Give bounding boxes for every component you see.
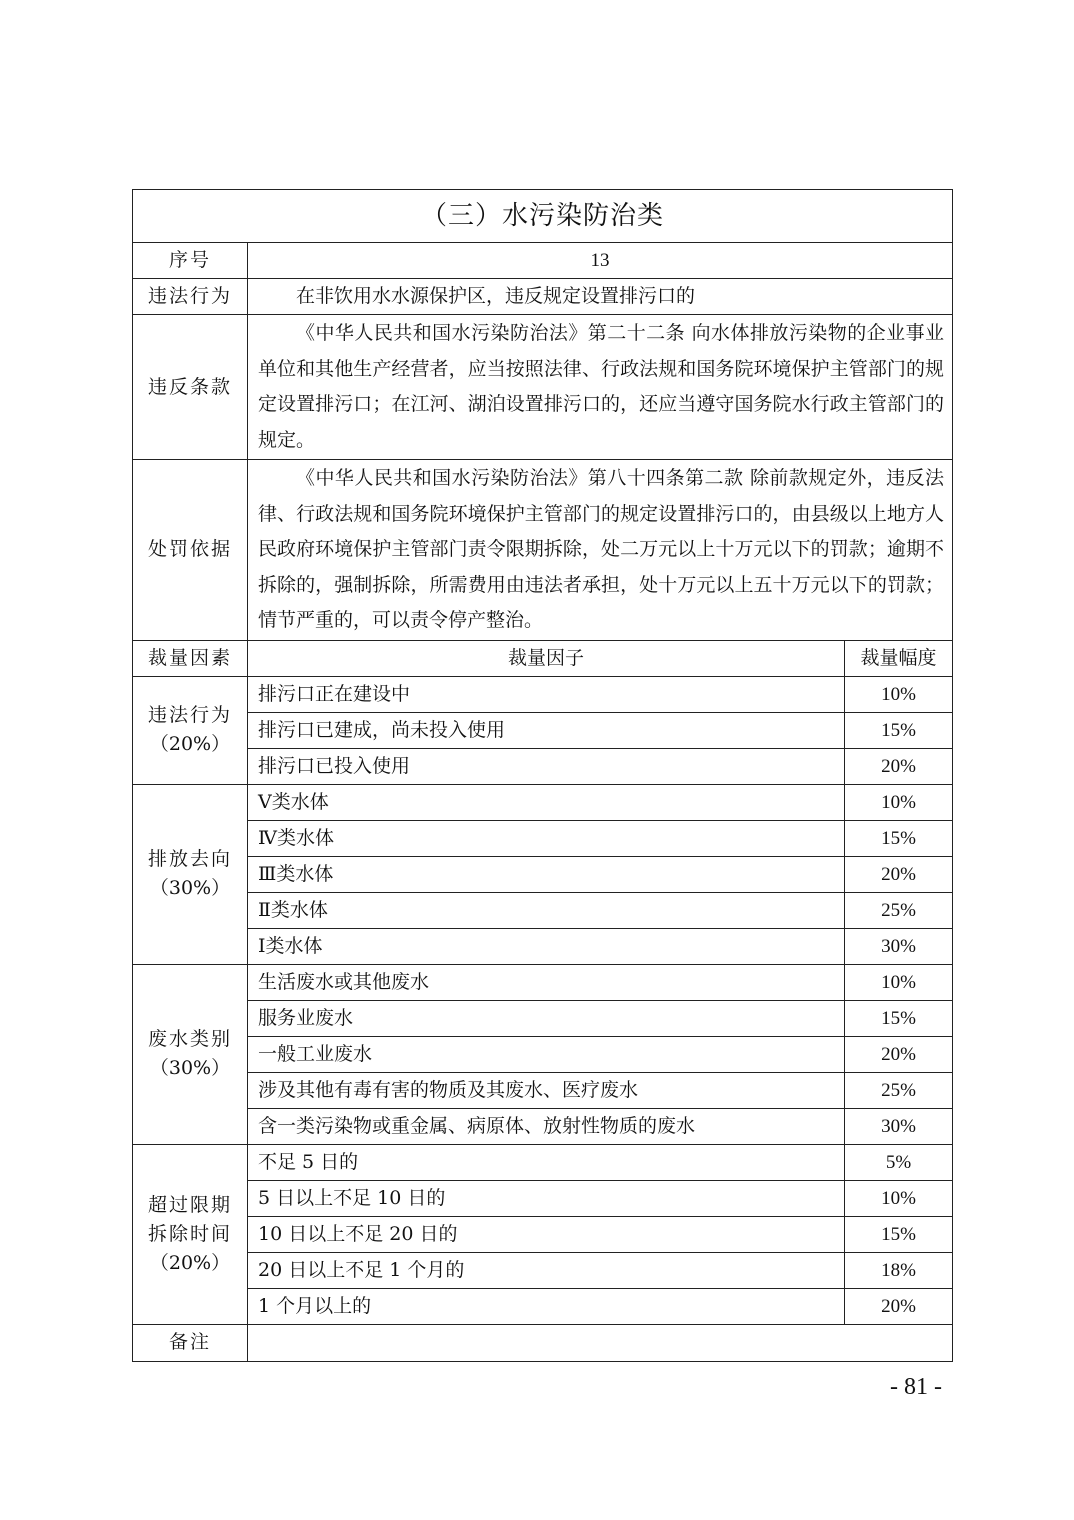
factor-range: 10% bbox=[845, 964, 953, 1000]
penalty-basis-label: 处罚依据 bbox=[133, 460, 248, 641]
factor-row bbox=[133, 928, 953, 964]
factor-text: 生活废水或其他废水 bbox=[248, 964, 845, 1000]
factor-row bbox=[133, 1288, 953, 1324]
factor-text: 5 日以上不足 10 日的 bbox=[248, 1180, 845, 1216]
range-header: 裁量幅度 bbox=[845, 640, 953, 676]
violation-label: 违法行为 bbox=[133, 279, 248, 315]
factor-row bbox=[133, 1144, 953, 1180]
group-label-line2: 拆除时间 bbox=[147, 1222, 232, 1245]
group-weight: （20%） bbox=[149, 733, 231, 755]
serial-value: 13 bbox=[248, 243, 953, 279]
factor-text: 涉及其他有毒有害的物质及其废水、医疗废水 bbox=[248, 1072, 845, 1108]
penalty-basis-text: 《中华人民共和国水污染防治法》第八十四条第二款 除前款规定外，违反法律、行政法规和国务院环境保护主管部门的规定设置排污口的，由县级以上地方人民政府环境保护主管部门责令限期拆除，处二万元以上十万元以下的罚款；逾期不拆除的，强制拆除，所需费用由违法者承担，处十万元以上五十万元以下的罚款；情节严重的，可以责令停产整治。 bbox=[248, 460, 953, 641]
factor-range: 20% bbox=[845, 1036, 953, 1072]
factor-row bbox=[133, 964, 953, 1000]
factor-text: Ⅰ类水体 bbox=[248, 928, 845, 964]
factor-range: 10% bbox=[845, 784, 953, 820]
factor-row bbox=[133, 1180, 953, 1216]
factor-range: 5% bbox=[845, 1144, 953, 1180]
factor-text: 服务业废水 bbox=[248, 1000, 845, 1036]
factor-row bbox=[133, 1216, 953, 1252]
factor-range: 25% bbox=[845, 1072, 953, 1108]
factor-range: 15% bbox=[845, 1000, 953, 1036]
factor-row bbox=[133, 892, 953, 928]
group-label-cell bbox=[133, 676, 248, 784]
factor-text: 10 日以上不足 20 日的 bbox=[248, 1216, 845, 1252]
group-label: 超过限期 bbox=[147, 1193, 232, 1216]
factor-range: 20% bbox=[845, 1288, 953, 1324]
factor-text: Ⅴ类水体 bbox=[248, 784, 845, 820]
factor-row bbox=[133, 1108, 953, 1144]
table-title: （三）水污染防治类 bbox=[133, 190, 953, 243]
penalty-discretion-table bbox=[132, 189, 953, 1362]
factor-row bbox=[133, 784, 953, 820]
factor-row bbox=[133, 748, 953, 784]
group-label-cell bbox=[133, 1144, 248, 1324]
factor-text: 含一类污染物或重金属、病原体、放射性物质的废水 bbox=[248, 1108, 845, 1144]
factor-range: 20% bbox=[845, 748, 953, 784]
factor-text: 排污口已投入使用 bbox=[248, 748, 845, 784]
factor-range: 15% bbox=[845, 712, 953, 748]
item-header: 裁量因子 bbox=[248, 640, 845, 676]
factor-range: 20% bbox=[845, 856, 953, 892]
group-label-cell bbox=[133, 964, 248, 1144]
remarks-value bbox=[248, 1324, 953, 1361]
factor-range: 25% bbox=[845, 892, 953, 928]
factor-text: Ⅲ类水体 bbox=[248, 856, 845, 892]
violation-value: 在非饮用水水源保护区，违反规定设置排污口的 bbox=[248, 279, 953, 315]
group-label-cell bbox=[133, 784, 248, 964]
factor-text: Ⅳ类水体 bbox=[248, 820, 845, 856]
factor-text: 排污口已建成，尚未投入使用 bbox=[248, 712, 845, 748]
group-weight: （30%） bbox=[149, 877, 231, 899]
factor-range: 10% bbox=[845, 1180, 953, 1216]
factor-range: 30% bbox=[845, 1108, 953, 1144]
factor-row bbox=[133, 1252, 953, 1288]
factor-text: Ⅱ类水体 bbox=[248, 892, 845, 928]
factor-row bbox=[133, 1036, 953, 1072]
factor-text: 不足 5 日的 bbox=[248, 1144, 845, 1180]
factor-header: 裁量因素 bbox=[133, 640, 248, 676]
factor-range: 10% bbox=[845, 676, 953, 712]
group-label: 排放去向 bbox=[147, 848, 232, 870]
factor-range: 15% bbox=[845, 820, 953, 856]
factor-row bbox=[133, 820, 953, 856]
group-weight: （20%） bbox=[149, 1251, 231, 1274]
factor-row bbox=[133, 1000, 953, 1036]
article-label: 违反条款 bbox=[133, 315, 248, 460]
group-label: 废水类别 bbox=[147, 1028, 232, 1050]
factor-text: 排污口正在建设中 bbox=[248, 676, 845, 712]
group-weight: （30%） bbox=[149, 1057, 231, 1079]
factor-text: 20 日以上不足 1 个月的 bbox=[248, 1252, 845, 1288]
factor-range: 15% bbox=[845, 1216, 953, 1252]
factor-row bbox=[133, 1072, 953, 1108]
factor-row bbox=[133, 856, 953, 892]
factor-text: 一般工业废水 bbox=[248, 1036, 845, 1072]
factor-row bbox=[133, 712, 953, 748]
factor-range: 18% bbox=[845, 1252, 953, 1288]
serial-label: 序号 bbox=[133, 243, 248, 279]
article-text: 《中华人民共和国水污染防治法》第二十二条 向水体排放污染物的企业事业单位和其他生产经营者，应当按照法律、行政法规和国务院环境保护主管部门的规定设置排污口；在江河、湖泊设置排污口的，还应当遵守国务院水行政主管部门的规定。 bbox=[248, 315, 953, 460]
remarks-label: 备注 bbox=[133, 1324, 248, 1361]
factor-range: 30% bbox=[845, 928, 953, 964]
page-number: - 81 - bbox=[890, 1374, 942, 1400]
group-label: 违法行为 bbox=[147, 704, 232, 726]
factor-row bbox=[133, 676, 953, 712]
factor-text: 1 个月以上的 bbox=[248, 1288, 845, 1324]
